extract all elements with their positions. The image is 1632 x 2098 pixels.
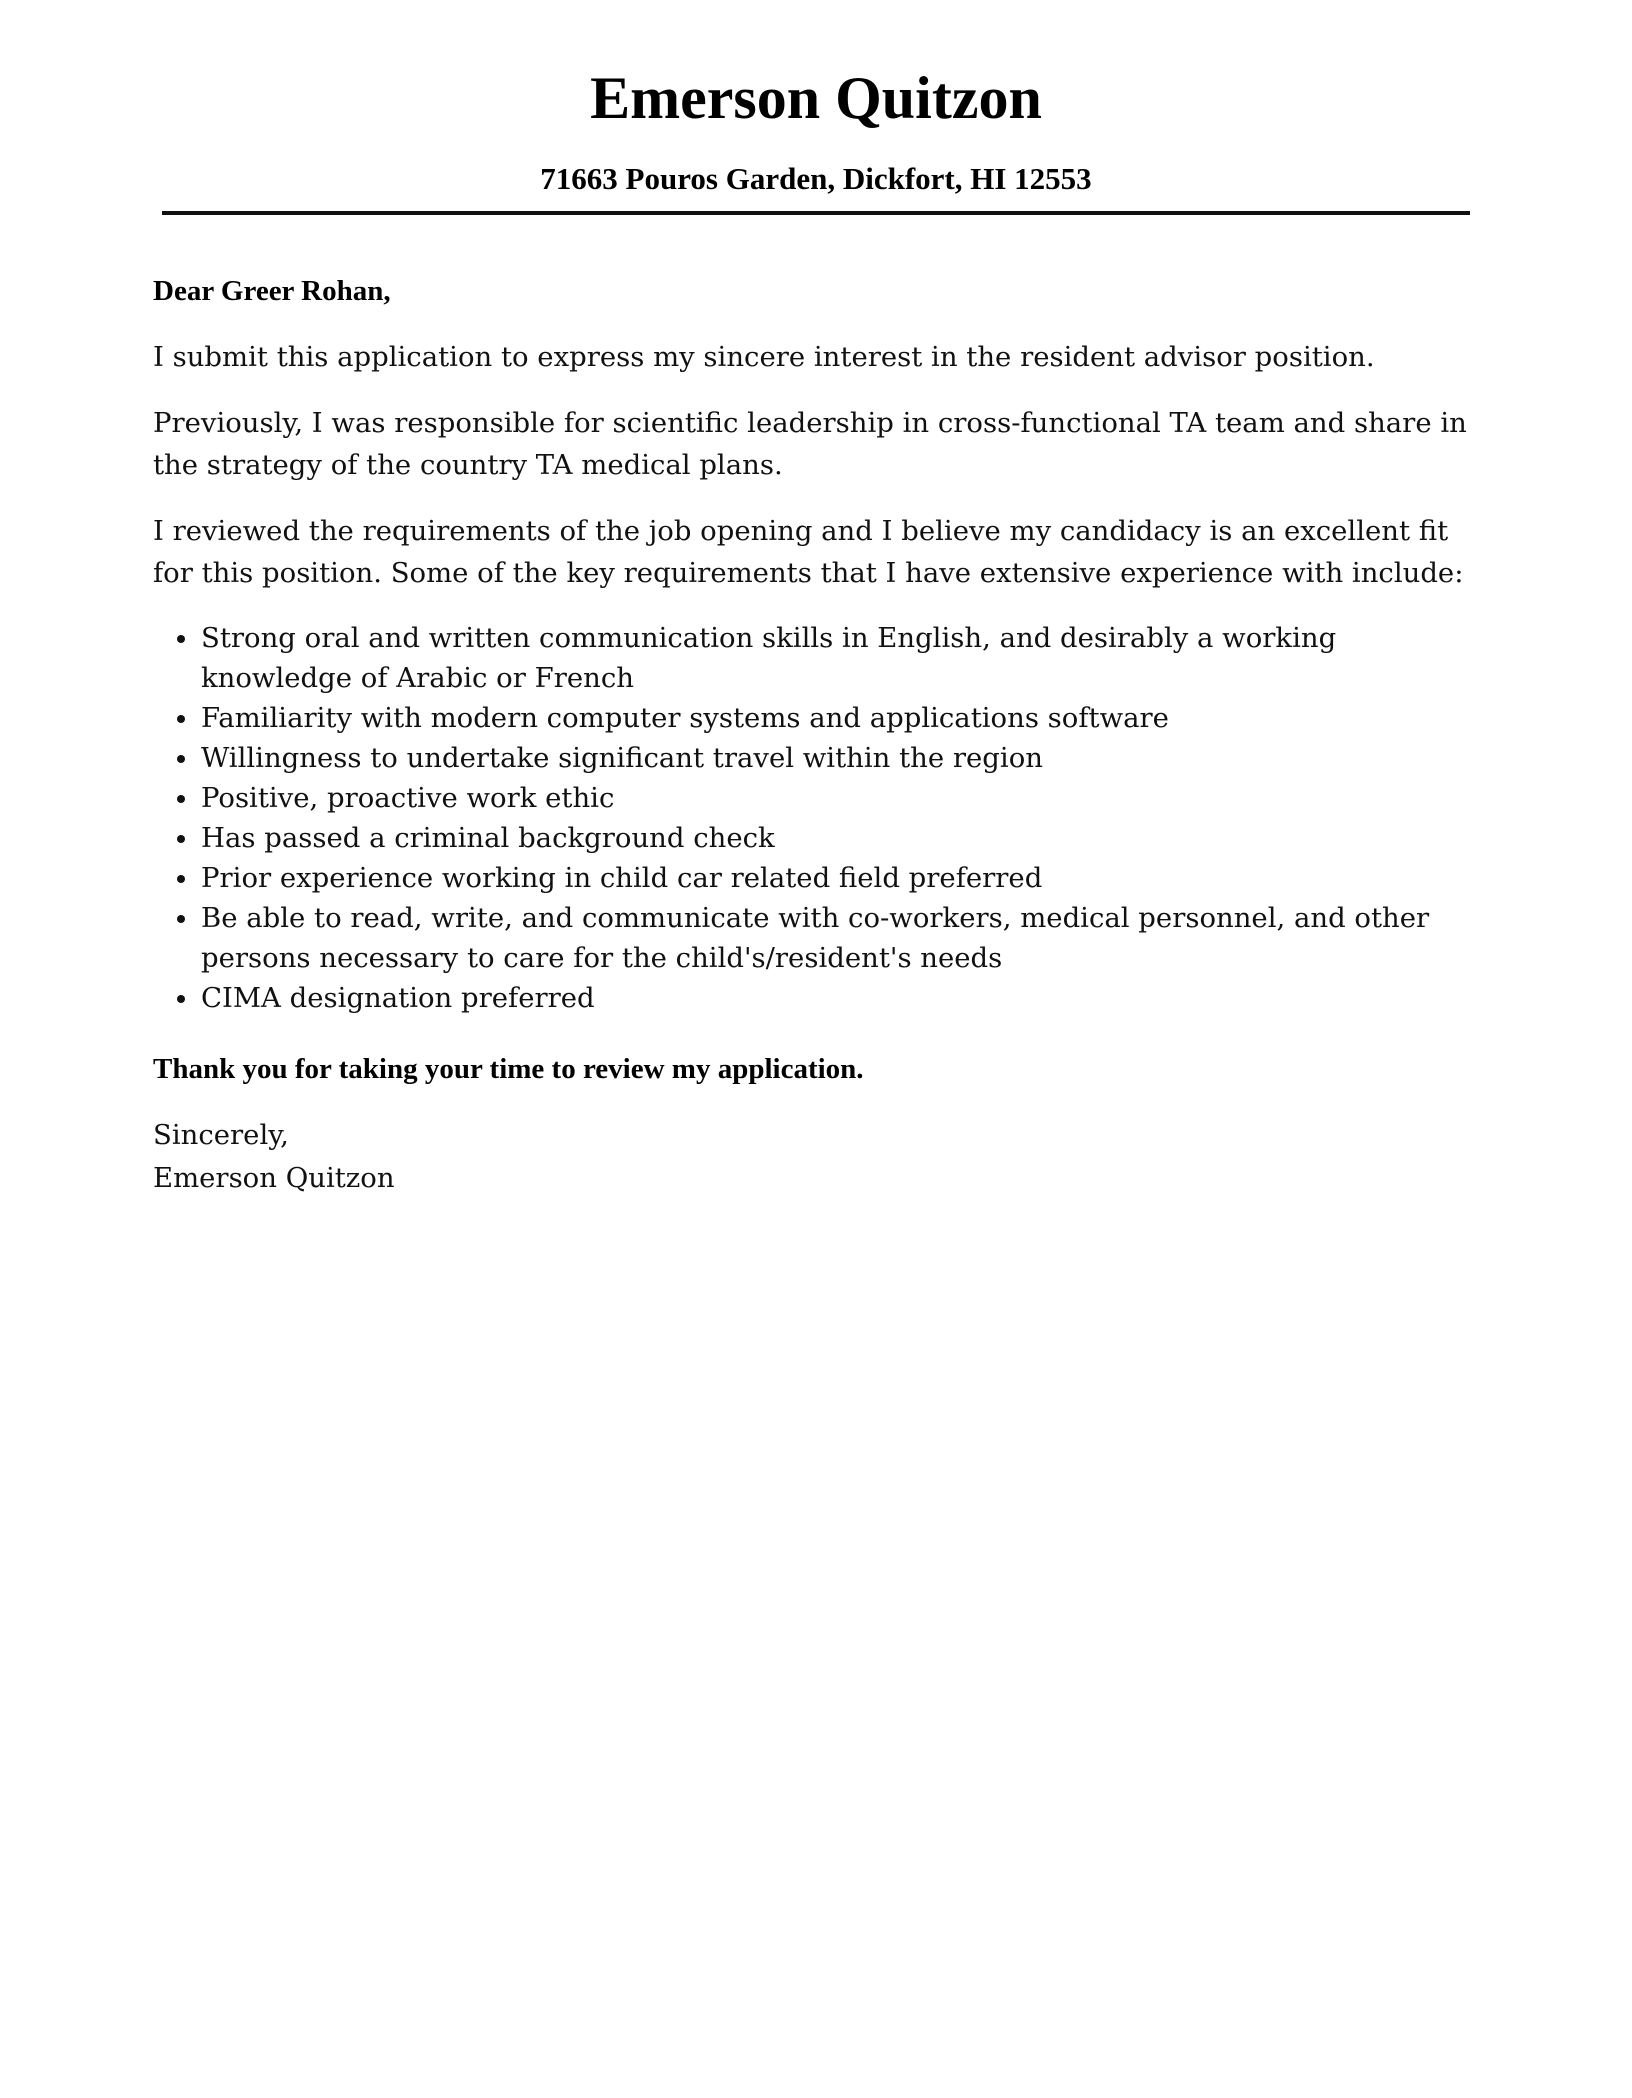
signature-name: Emerson Quitzon (153, 1162, 395, 1194)
header-divider (162, 211, 1470, 215)
list-item: Be able to read, write, and communicate with co-workers, medical personnel, and other persons necessary to care for the child's/resident's needs (201, 898, 1471, 978)
letter-body (153, 270, 1471, 1200)
requirements-list (153, 618, 1471, 1018)
list-item: Prior experience working in child car related field preferred (201, 858, 1471, 898)
list-item: Positive, proactive work ethic (201, 778, 1471, 818)
list-item: CIMA designation preferred (201, 978, 1471, 1018)
list-item: Willingness to undertake significant travel within the region (201, 738, 1471, 778)
intro-paragraph: I submit this application to express my sincere interest in the resident advisor position. (153, 341, 1375, 373)
closing: Sincerely, (153, 1119, 289, 1151)
applicant-address: 71663 Pouros Garden, Dickfort, HI 12553 (540, 161, 1092, 196)
thank-you-line: Thank you for taking your time to review my application. (153, 1053, 864, 1085)
list-item: Familiarity with modern computer systems and applications software (201, 698, 1471, 738)
experience-paragraph: Previously, I was responsible for scientific leadership in cross-functional TA team and share in the strategy of the country TA medical plans. (153, 407, 1467, 481)
requirements-intro-paragraph: I reviewed the requirements of the job opening and I believe my candidacy is an excellent fit for this position. Some of the key requirements that I have extensive experience with include: (153, 515, 1464, 589)
letter-header (162, 58, 1470, 199)
salutation: Dear Greer Rohan, (153, 275, 391, 307)
list-item: Strong oral and written communication skills in English, and desirably a working knowledge of Arabic or French (201, 618, 1471, 698)
applicant-name: Emerson Quitzon (590, 65, 1042, 131)
list-item: Has passed a criminal background check (201, 818, 1471, 858)
